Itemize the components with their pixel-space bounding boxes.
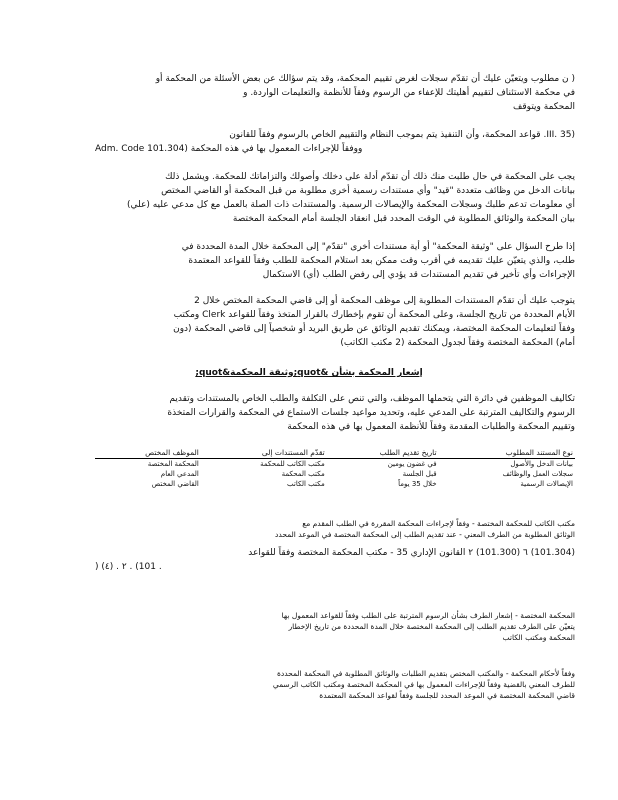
instructions-table (95, 448, 575, 489)
table-row (95, 469, 575, 479)
paragraph-5-line-4: أمام) المحكمة المختصة وفقاً لجدول المحكمة (2 مكتب الكاتب) (340, 338, 575, 348)
paragraph-3-line-2: بيانات الدخل من وظائف متعددة "قيد" وأي مستندات رسمية أخرى مطلوبة من قبل المحكمة أو القاضي المختص (161, 186, 575, 196)
paragraph-6-line-2: الرسوم والتكاليف المترتبة على المدعي عليه، وتحديد مواعيد جلسات الاستماع في المحكمة والقرارات المتخذة (167, 408, 575, 418)
paragraph-4-line-2: طلب، والذي يتعيّن عليك تقديمه في أقرب وقت ممكن بعد استلام المحكمة للطلب وفقاً للقواعد المعتمدة (188, 256, 575, 266)
bottom-line-1: وفقاً لأحكام المحكمة - والمكتب المختص بتقديم الطلبات والوثائق المطلوبة في المحكمة المحددة (276, 669, 575, 678)
paragraph-2 (95, 128, 575, 156)
table-cell: مكتب الكاتب للمحكمة (260, 460, 325, 468)
table-row (95, 459, 575, 470)
bottom-block (95, 668, 575, 701)
detail-block (95, 518, 575, 540)
paragraph-4-line-1: إذا طرح السؤال على "وثيقة المحكمة" أو أية مستندات أخرى "تقدّم" إلى المحكمة خلال المدة المحددة في (181, 242, 575, 252)
table-cell: خلال 35 يوماً (398, 480, 437, 488)
paragraph-5-line-2: الأيام المحددة من تاريخ الجلسة، وعلى المحكمة أن تقوم بإخطارك بالقرار المتخذ وفقاً للقواعد Clerk ومكتب (173, 310, 575, 320)
table-cell: سجلات العمل والوظائف (502, 470, 573, 478)
table-header-row (95, 448, 575, 459)
clerk-line-2: يتعيّن على الطرف تقديم الطلب إلى المحكمة المختصة خلال المدة المحددة من تاريخ الإخطار (288, 622, 575, 631)
paragraph-6-line-1: تكاليف الموظفين في دائرة التي يتحملها الموظف، والتي تنص على التكلفة والطلب الخاص بالمستندات وتقديم (169, 394, 575, 404)
table-row (95, 479, 575, 489)
clerk-line-1: المحكمة المختصة - إشعار الطرف بشأن الرسوم المترتبة على الطلب وفقاً للقواعد المعمول بها (281, 611, 575, 620)
paragraph-3-line-1: يجب على المحكمة في حال طلبت منك ذلك أن تقدّم أدلة على دخلك وأصولك والتزاماتك للمحكمة. ويشمل ذلك (165, 172, 575, 182)
detail-line-1: مكتب الكاتب للمحكمة المختصة - وفقاً لإجراءات المحكمة المقررة في الطلب المقدم مع (302, 519, 575, 528)
paragraph-6-line-3: وتقييم المحكمة والطلبات المقدمة وفقاً للأنظمة المعمول بها في هذه المحكمة (287, 422, 575, 432)
paragraph-2-line-2: Adm. Code 101.304) ووفقاً للإجراءات المعمول بها في هذه المحكمة (95, 144, 363, 154)
table-cell: مكتب الكاتب (287, 480, 325, 488)
table-header-cell: الموظف المختص (95, 448, 201, 459)
table-cell: المدعي العام (160, 470, 199, 478)
law-reference-short (95, 560, 575, 574)
bottom-line-3: قاضي المحكمة المختصة في الموعد المحدد للجلسة وفقاً لقواعد المحكمة المعتمدة (319, 691, 575, 700)
bottom-line-2: للطرف المعني بالقضية وفقاً للإجراءات المعمول بها في المحكمة المختصة ومكتب الكاتب الرسمي (272, 680, 575, 689)
law-reference-row (95, 546, 575, 574)
detail-line-2: الوثائق المطلوبة من الطرف المعني - عند تقديم الطلب إلى المحكمة المختصة في الموعد المحدد (275, 530, 575, 539)
clerk-block (95, 610, 575, 643)
table-cell: الإيصالات الرسمية (520, 480, 573, 488)
table-cell: في غضون يومين (387, 460, 437, 468)
paragraph-1-line-2: في محكمة الاستئناف لتقييم أهليتك للإعفاء من الرسوم وفقاً للأنظمة والتعليمات الواردة. و (243, 88, 575, 98)
law-ref-item: ) (٤) . ٢ . (95, 562, 133, 572)
paragraph-6 (95, 392, 575, 434)
paragraph-3-line-3: أي معلومات تدعم طلبك وسجلات المحكمة والإيصالات الرسمية. والمستندات ذات الصلة بالعمل مع كل مدعي عليه (علي) (127, 200, 575, 210)
table-cell: مكتب المحكمة (281, 470, 325, 478)
section-heading: إشعار المحكمة بشأن &quot;وثيقة المحكمة&quot; (195, 368, 423, 378)
table-cell: القاضي المختص (151, 480, 199, 488)
table-cell: قبل الجلسة (402, 470, 437, 478)
paragraph-3 (95, 170, 575, 226)
paragraph-5-line-3: وفقاً لتعليمات المحكمة المختصة، ويمكنك تقديم الوثائق عن طريق البريد أو شخصياً إلى قاضي المحكمة (دون (173, 324, 575, 334)
table-header-cell: نوع المستند المطلوب (439, 448, 575, 459)
paragraph-1-line-3: المحكمة ويتوقف (513, 102, 575, 112)
paragraph-5 (95, 294, 575, 350)
table-header-cell: تقدّم المستندات إلى (201, 448, 327, 459)
paragraph-2-line-1: (35 .III. قواعد المحكمة، وأن التنفيذ يتم بموجب النظام والتقييم الخاص بالرسوم وفقاً للقانون (229, 130, 575, 140)
law-ref-item: (101 . (135, 562, 162, 572)
paragraph-5-line-1: يتوجب عليك أن تقدّم المستندات المطلوبة إلى موظف المحكمة أو إلى قاضي المحكمة المختص خلال 2 (194, 296, 575, 306)
clerk-line-3: المحكمة ومكتب الكاتب (502, 633, 575, 642)
paragraph-4 (95, 240, 575, 282)
paragraph-3-line-4: بيان المحكمة والوثائق المطلوبة في الوقت المحدد قبل انعقاد الجلسة أمام المحكمة المختصة (232, 214, 575, 224)
table-cell: المحكمة المختصة (147, 460, 199, 468)
paragraph-1 (95, 72, 575, 114)
law-reference-line: (101.304) ٦ (101.300) ٢ القانون الإداري 35 - مكتب المحكمة المختصة وفقاً للقواعد (248, 548, 575, 558)
paragraph-1-line-1: ( ن مطلوب ويتعيّن عليك أن تقدّم سجلات لغرض تقييم المحكمة، وقد يتم سؤالك عن بعض الأسئلة من المحكمة أو (155, 74, 575, 84)
paragraph-4-line-3: الإجراءات وأي تأخير في تقديم المستندات قد يؤدي إلى رفض الطلب (أي) الاستكمال (262, 270, 575, 280)
table-header-cell: تاريخ تقديم الطلب (327, 448, 439, 459)
table-cell: بيانات الدخل والأصول (510, 460, 573, 468)
